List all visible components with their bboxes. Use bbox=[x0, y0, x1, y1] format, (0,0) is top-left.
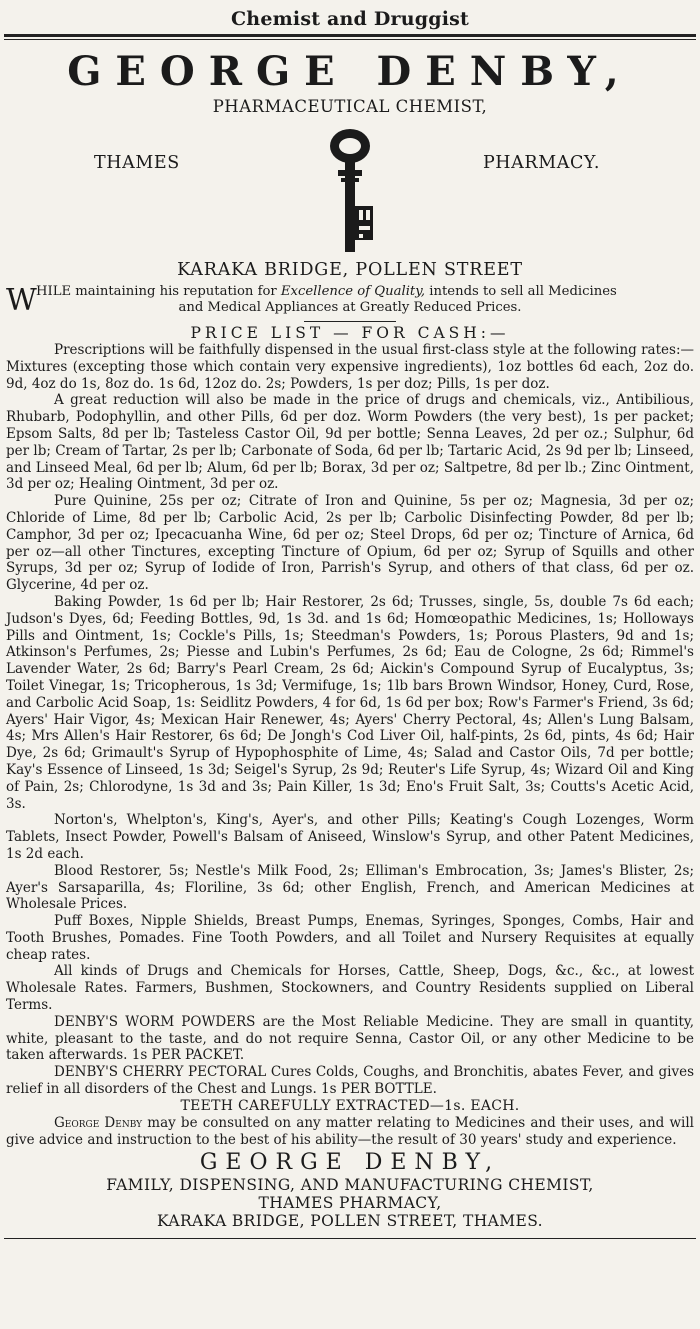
intro-text-after: intends to sell all Medicines bbox=[425, 284, 617, 299]
paragraph: Puff Boxes, Nipple Shields, Breast Pumps, Enemas, Syringes, Sponges, Combs, Hair and Tooth Brushes, Pomades. Fine Tooth Powders, and all Toilet and Nursery Requisites at equally cheap rates. bbox=[6, 913, 694, 963]
address: KARAKA BRIDGE, POLLEN STREET bbox=[177, 260, 523, 280]
section-title: Chemist and Druggist bbox=[230, 8, 470, 30]
teeth-notice: TEETH CAREFULLY EXTRACTED—1s. EACH. bbox=[180, 1097, 520, 1114]
pharmacy-sign bbox=[6, 118, 694, 254]
header-rule bbox=[4, 34, 696, 37]
footer-rule bbox=[4, 1238, 696, 1239]
divider bbox=[304, 321, 396, 322]
consult-name: George Denby bbox=[54, 1114, 143, 1131]
paragraph: Blood Restorer, 5s; Nestle's Milk Food, 2s; Elliman's Embrocation, 3s; James's Blister, 2s; Ayer's Sarsaparilla, 4s; Floriline, 3s 6d; other English, French, and American Medicines at Wholesale Prices. bbox=[6, 862, 694, 913]
paragraph: Baking Powder, 1s 6d per lb; Hair Restorer, 2s 6d; Trusses, single, 5s, double 7s 6d each; Judson's Dyes, 6d; Feeding Bottles, 9d, 1s 3d. and 1s 6d; Homœopathic Medicines, 1s; Holloways Pills and Ointment, 1s; Cockle's Pills, 1s; Steedman's Powders, 1s; Porous Plasters, 9d and 1s; Atkinson's Perfumes, 2s; Piesse and Lubin's Perfumes, 2s 6d; Eau de Cologne, 2s 6d; Rimmel's Lavender Water, 2s 6d; Barry's Pearl Cream, 2s 6d; Aickin's Compound Syrup of Eucalyptus, 3s; Toilet Vinegar, 1s; Tricopherous, 1s 3d; Vermifuge, 1s; 1lb bars Brown Windsor, Honey, Curd, Rose, and Carbolic Acid Soap, 1s: Seidlitz Powders, 4 for 6d, 1s 6d per box; Row's Farmer's Friend, 3s 6d; Ayers' Hair Vigor, 4s; Mexican Hair Renewer, 4s; Ayers' Cherry Pectoral, 4s; Allen's Lung Balsam, 4s; Mrs Allen's Hair Restorer, 6s 6d; De Jongh's Cod Liver Oil, half-pints, 2s 6d, pints, 4s 6d; Hair Dye, 2s 6d; Grimault's Syrup of Hypophosphite of Lime, 4s; Salad and Castor Oils, 7d per bottle; Kay's Essence of Linseed, 1s 3d; Seigel's Syrup, 2s 9d; Reuter's Life Syrup, 4s; Wizard Oil and King of Pain, 2s; Chlorodyne, 1s 3d and 3s; Pain Killer, 1s 3d; Eno's Fruit Salt, 3s; Coutts's Acetic Acid, 3s. bbox=[6, 593, 694, 812]
sign-left-text: THAMES bbox=[94, 153, 180, 173]
consult-paragraph bbox=[6, 1115, 694, 1149]
intro-italic: Excellence of Quality, bbox=[280, 284, 426, 299]
intro-line-2: and Medical Appliances at Greatly Reduced Prices. bbox=[178, 300, 522, 315]
price-list bbox=[6, 342, 694, 1098]
key-icon bbox=[318, 126, 382, 256]
intro-text-before: HILE maintaining his reputation for bbox=[36, 284, 281, 299]
paragraph: DENBY'S CHERRY PECTORAL Cures Colds, Coughs, and Bronchitis, abates Fever, and gives relief in all disorders of the Chest and Lungs. 1s PER BOTTLE. bbox=[6, 1064, 694, 1098]
price-list-heading: PRICE LIST — FOR CASH:— bbox=[190, 324, 510, 342]
advertiser-name: GEORGE DENBY, bbox=[67, 48, 633, 95]
paragraph: A great reduction will also be made in the price of drugs and chemicals, viz., Antibilious, Rhubarb, Podophyllin, and other Pills, 6d per doz. Worm Powders (the very best), 1s per packet; Epsom Salts, 8d per lb; Tasteless Castor Oil, 9d per bottle; Senna Leaves, 2d per oz.; Sulphur, 6d per lb; Cream of Tartar, 2s per lb; Carbonate of Soda, 6d per lb; Tartaric Acid, 2s 9d per lb; Linseed, and Linseed Meal, 6d per lb; Alum, 6d per lb; Borax, 3d per oz; Saltpetre, 8d per lb.; Zinc Ointment, 3d per oz; Healing Ointment, 3d per oz. bbox=[6, 392, 694, 493]
footer-line-1: FAMILY, DISPENSING, AND MANUFACTURING CHEMIST, bbox=[106, 1176, 594, 1195]
intro-paragraph bbox=[6, 284, 694, 316]
sign-right-text: PHARMACY. bbox=[482, 153, 600, 173]
advertiser-subtitle: PHARMACEUTICAL CHEMIST, bbox=[212, 97, 488, 116]
footer-line-2: THAMES PHARMACY, bbox=[258, 1194, 442, 1213]
consult-text: may be consulted on any matter relating to Medicines and their uses, and will give advice and instruction to the best of his ability—the result of 30 years' study and experience. bbox=[6, 1114, 694, 1148]
footer-line-3: KARAKA BRIDGE, POLLEN STREET, THAMES. bbox=[157, 1212, 543, 1231]
header-rule-thin bbox=[4, 39, 696, 40]
drop-cap: W bbox=[6, 283, 37, 318]
paragraph: DENBY'S WORM POWDERS are the Most Reliable Medicine. They are small in quantity, white, pleasant to the taste, and do not require Senna, Castor Oil, or any other Medicine to be taken afterwards. 1s PER PACKET. bbox=[6, 1013, 694, 1064]
paragraph: Norton's, Whelpton's, King's, Ayer's, and other Pills; Keating's Cough Lozenges, Worm Tablets, Insect Powder, Powell's Balsam of Aniseed, Winslow's Syrup, and other Patent Medicines, 1s 2d each. bbox=[6, 812, 694, 862]
footer-name: GEORGE DENBY, bbox=[199, 1150, 501, 1176]
paragraph: Pure Quinine, 25s per oz; Citrate of Iron and Quinine, 5s per oz; Magnesia, 3d per oz; Chloride of Lime, 8d per lb; Carbolic Acid, 2s per lb; Carbolic Disinfecting Powder, 8d per lb; Camphor, 3d per oz; Ipecacuanha Wine, 6d per oz; Steel Drops, 6d per oz; Tincture of Arnica, 6d per oz—all other Tinctures, excepting Tincture of Opium, 6d per oz; Syrup of Squills and other Syrups, 3d per oz; Syrup of Iodide of Iron, Parrish's Syrup, and others of that class, 6d per oz. Glycerine, 4d per oz. bbox=[6, 493, 694, 594]
advertisement bbox=[6, 50, 694, 1239]
paragraph: All kinds of Drugs and Chemicals for Horses, Cattle, Sheep, Dogs, &c., &c., at lowest Wholesale Rates. Farmers, Bushmen, Stockowners, and Country Residents supplied on Liberal Terms. bbox=[6, 963, 694, 1014]
intro-line-1 bbox=[6, 284, 694, 300]
paragraph: Prescriptions will be faithfully dispensed in the usual first-class style at the following rates:—Mixtures (excepting those which contain very expensive ingredients), 1oz bottles 6d each, 2oz do. 9d, 4oz do 1s, 8oz do. 1s 6d, 12oz do. 2s; Powders, 1s per doz; Pills, 1s per doz. bbox=[6, 342, 694, 392]
